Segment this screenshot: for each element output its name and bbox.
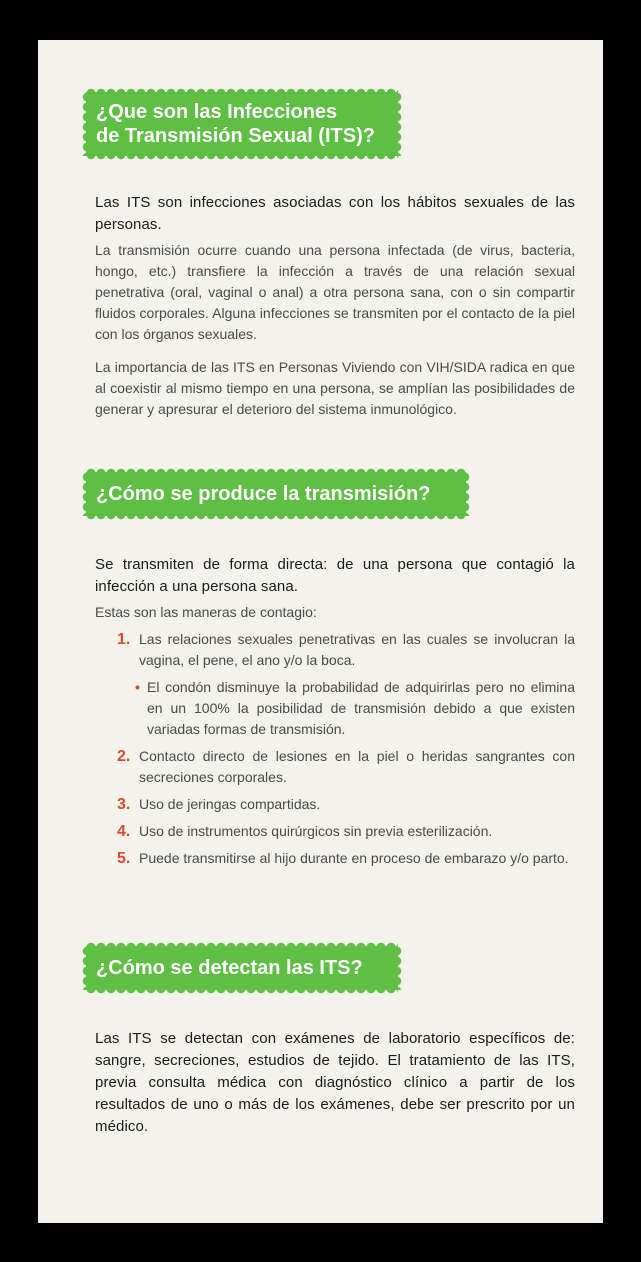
- list-item: [95, 848, 575, 869]
- list-number: 5.: [117, 850, 131, 867]
- list-text: Puede transmitirse al hijo durante en proceso de embarazo y/o parto.: [139, 850, 569, 866]
- section-its-paragraph-2: La importancia de las ITS en Personas Viviendo con VIH/SIDA radica en que al coexistir al mismo tiempo en una persona, se amplían las posibilidades de generar y apresurar el deterioro del sistema inmunológico.: [95, 359, 575, 417]
- list-item: [95, 794, 575, 815]
- section-transmission-intro: Estas son las maneras de contagio:: [95, 604, 317, 620]
- section-title-text: ¿Cómo se detectan las ITS?: [96, 957, 363, 979]
- leaflet-page: [38, 40, 603, 1223]
- list-number: 1.: [117, 631, 131, 648]
- list-text: Contacto directo de lesiones en la piel o heridas sangrantes con secreciones corporales.: [139, 748, 575, 785]
- section-title-line2: de Transmisión Sexual (ITS)?: [96, 125, 375, 147]
- list-item: [95, 629, 575, 671]
- section-title-detection: [86, 946, 398, 990]
- section-title-text: ¿Cómo se produce la transmisión?: [96, 483, 431, 505]
- condom-note-text: El condón disminuye la probabilidad de adquirirlas pero no elimina en un 100% la posibilidad de transmisión debido a que existen variadas formas de transmisión.: [147, 679, 575, 737]
- contagion-list: [95, 629, 575, 671]
- list-text: Uso de jeringas compartidas.: [139, 796, 321, 812]
- section-title-line1: ¿Que son las Infecciones: [96, 101, 338, 123]
- section-its-lead: Las ITS son infecciones asociadas con los hábitos sexuales de las personas.: [95, 194, 575, 233]
- list-number: 4.: [117, 823, 131, 840]
- list-item: [95, 821, 575, 842]
- section-transmission-body: [95, 554, 575, 875]
- list-text: Uso de instrumentos quirúrgicos sin previa esterilización.: [139, 823, 493, 839]
- contagion-list-continued: [95, 746, 575, 869]
- section-title-its: [86, 92, 398, 156]
- list-number: 3.: [117, 796, 131, 813]
- section-title-transmission: [86, 472, 466, 516]
- list-number: 2.: [117, 748, 131, 765]
- section-its-body: [95, 192, 575, 432]
- condom-note: [95, 677, 575, 740]
- list-item: [95, 746, 575, 788]
- section-detection-lead: Las ITS se detectan con exámenes de laboratorio específicos de: sangre, secreciones, estudios de tejido. El tratamiento de las ITS, previa consulta médica con diagnóstico clínico a partir de los resultados de uno o más de los exámenes, debe ser prescrito por un médico.: [95, 1030, 575, 1135]
- section-detection-body: [95, 1028, 575, 1142]
- section-its-paragraph-1: La transmisión ocurre cuando una persona infectada (de virus, bacteria, hongo, etc.) transfiere la infección a través de una relación sexual penetrativa (oral, vaginal o anal) a otra persona sana, con o sin compartir fluidos corporales. Alguna infecciones se transmiten por el contacto de la piel con los órganos sexuales.: [95, 242, 575, 342]
- bullet-icon: •: [135, 679, 140, 695]
- list-text: Las relaciones sexuales penetrativas en las cuales se involucran la vagina, el pene, el ano y/o la boca.: [139, 631, 575, 668]
- section-transmission-lead: Se transmiten de forma directa: de una persona que contagió la infección a una persona sana.: [95, 556, 575, 595]
